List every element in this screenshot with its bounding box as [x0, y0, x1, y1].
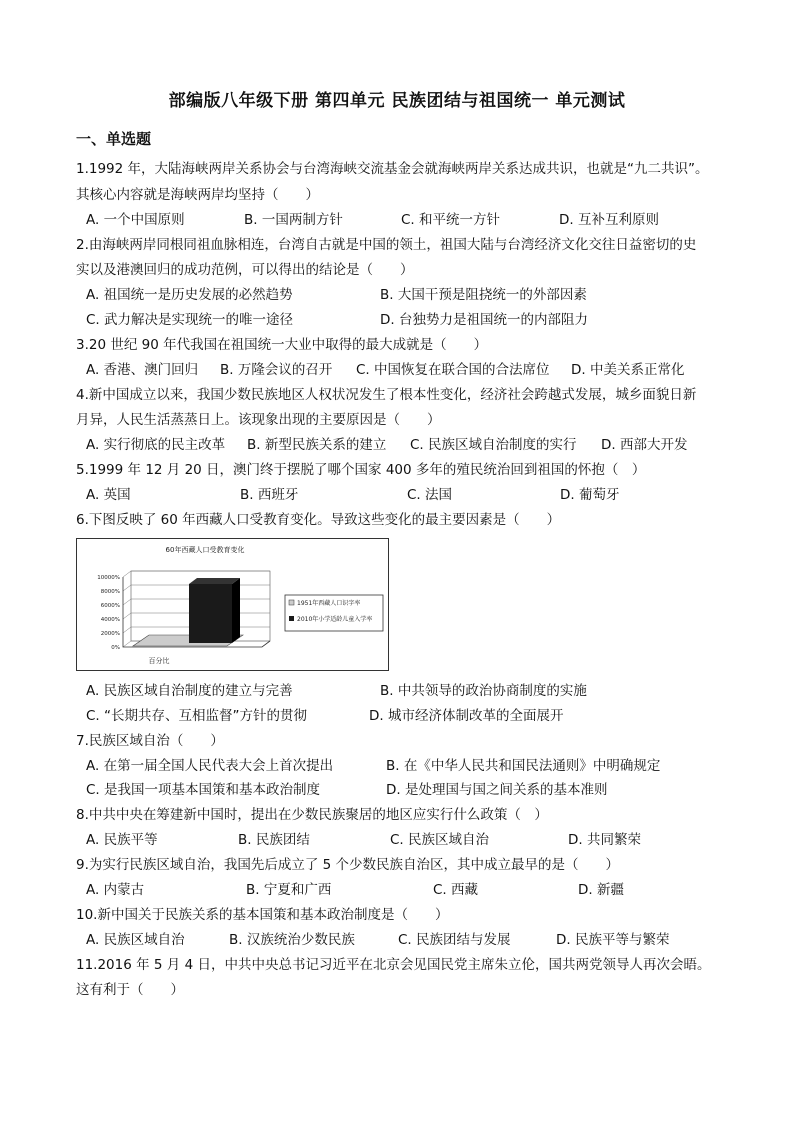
q1-option-c: C. 和平统一方针	[401, 212, 501, 228]
q4-option-c: C. 民族区域自治制度的实行	[410, 437, 577, 453]
q4-option-a: A. 实行彻底的民主改革	[86, 437, 226, 453]
q9-option-c: C. 西藏	[433, 882, 479, 898]
q5-option-a: A. 英国	[86, 487, 131, 503]
question-7-line-1: 7.民族区域自治（ ）	[76, 733, 224, 749]
bar-2010-enrollment-top	[189, 578, 240, 584]
chart-legend	[285, 595, 383, 631]
chart-y-tick-label: 6000%	[100, 603, 120, 609]
question-4-line-2: 月异，人民生活蒸蒸日上。该现象出现的主要原因是（ ）	[76, 412, 441, 428]
q8-option-b: B. 民族团结	[238, 832, 310, 848]
question-11-line-1: 11.2016 年 5 月 4 日，中共中央总书记习近平在北京会见国民党主席朱立伦，国共两党领导人再次会晤。	[76, 957, 711, 973]
chart-y-tick-label: 10000%	[97, 575, 120, 581]
q6-option-a: A. 民族区域自治制度的建立与完善	[86, 683, 293, 699]
document-title: 部编版八年级下册 第四单元 民族团结与祖国统一 单元测试	[168, 91, 626, 111]
chart-y-tick-label: 4000%	[100, 617, 120, 623]
chart-category-label: 百分比	[148, 657, 170, 665]
education-chart-svg	[77, 539, 388, 670]
q6-option-d: D. 城市经济体制改革的全面展开	[369, 708, 564, 724]
question-2-line-1: 2.由海峡两岸同根同祖血脉相连，台湾自古就是中国的领土，祖国大陆与台湾经济文化交往日益密切的史	[76, 237, 697, 253]
q2-option-c: C. 武力解决是实现统一的唯一途径	[86, 312, 294, 328]
q3-option-c: C. 中国恢复在联合国的合法席位	[356, 362, 550, 378]
question-11-line-2: 这有利于（ ）	[76, 982, 184, 998]
legend-swatch-2010	[289, 616, 294, 621]
q1-option-d: D. 互补互利原则	[559, 212, 659, 228]
question-2-line-2: 实以及港澳回归的成功范例，可以得出的结论是（ ）	[76, 262, 414, 278]
question-1-line-2: 其核心内容就是海峡两岸均坚持（ ）	[76, 187, 319, 203]
q9-option-a: A. 内蒙古	[86, 882, 145, 898]
q10-option-d: D. 民族平等与繁荣	[556, 932, 670, 948]
q7-option-c: C. 是我国一项基本国策和基本政治制度	[86, 782, 321, 798]
question-1-line-1: 1.1992 年，大陆海峡两岸关系协会与台湾海峡交流基金会就海峡两岸关系达成共识，也就是“九二共识”。	[76, 161, 709, 177]
q4-option-d: D. 西部大开发	[601, 437, 688, 453]
question-6-line-1: 6.下图反映了 60 年西藏人口受教育变化。导致这些变化的最主要因素是（ ）	[76, 512, 561, 528]
q7-option-a: A. 在第一届全国人民代表大会上首次提出	[86, 758, 334, 774]
q2-option-a: A. 祖国统一是历史发展的必然趋势	[86, 287, 293, 303]
legend-label-1951: 1951年西藏人口识字率	[297, 600, 361, 607]
chart-y-tick-label: 2000%	[100, 631, 120, 637]
q2-option-b: B. 大国干预是阻挠统一的外部因素	[380, 287, 587, 303]
q10-option-c: C. 民族团结与发展	[398, 932, 511, 948]
question-9-line-1: 9.为实行民族区域自治，我国先后成立了 5 个少数民族自治区，其中成立最早的是（ ）	[76, 857, 620, 873]
bar-2010-enrollment	[189, 584, 232, 643]
q3-option-d: D. 中美关系正常化	[571, 362, 685, 378]
question-10-line-1: 10.新中国关于民族关系的基本国策和基本政治制度是（ ）	[76, 907, 449, 923]
q10-option-b: B. 汉族统治少数民族	[229, 932, 355, 948]
q8-option-c: C. 民族区域自治	[390, 832, 490, 848]
q5-option-c: C. 法国	[407, 487, 453, 503]
chart-y-tick-label: 8000%	[100, 589, 120, 595]
q5-option-d: D. 葡萄牙	[560, 487, 620, 503]
q4-option-b: B. 新型民族关系的建立	[247, 437, 387, 453]
bar-2010-enrollment-side	[232, 578, 240, 643]
q3-option-a: A. 香港、澳门回归	[86, 362, 199, 378]
question-5-line-1: 5.1999 年 12 月 20 日，澳门终于摆脱了哪个国家 400 多年的殖民统治回到祖国的怀抱（ ）	[76, 462, 646, 478]
q1-option-b: B. 一国两制方针	[244, 212, 343, 228]
education-chart	[76, 538, 389, 671]
section-heading: 一、单选题	[76, 130, 152, 148]
q9-option-d: D. 新疆	[578, 882, 624, 898]
question-4-line-1: 4.新中国成立以来，我国少数民族地区人权状况发生了根本性变化，经济社会跨越式发展，城乡面貌日新	[76, 387, 697, 403]
q8-option-d: D. 共同繁荣	[568, 832, 641, 848]
question-8-line-1: 8.中共中央在筹建新中国时，提出在少数民族聚居的地区应实行什么政策（ ）	[76, 807, 548, 823]
q10-option-a: A. 民族区域自治	[86, 932, 185, 948]
q2-option-d: D. 台独势力是祖国统一的内部阻力	[380, 312, 588, 328]
q3-option-b: B. 万隆会议的召开	[220, 362, 333, 378]
q8-option-a: A. 民族平等	[86, 832, 158, 848]
question-3-line-1: 3.20 世纪 90 年代我国在祖国统一大业中取得的最大成就是（ ）	[76, 337, 488, 353]
q1-option-a: A. 一个中国原则	[86, 212, 185, 228]
q6-option-c: C. “长期共存、互相监督”方针的贯彻	[86, 708, 307, 724]
q7-option-d: D. 是处理国与国之间关系的基本准则	[386, 782, 608, 798]
legend-swatch-1951	[289, 600, 294, 605]
chart-y-tick-label: 0%	[111, 645, 120, 651]
q7-option-b: B. 在《中华人民共和国民法通则》中明确规定	[386, 758, 661, 774]
q5-option-b: B. 西班牙	[240, 487, 299, 503]
q6-option-b: B. 中共领导的政治协商制度的实施	[380, 683, 587, 699]
chart-y-ticks	[97, 575, 120, 651]
chart-title: 60年西藏人口受教育变化	[165, 546, 245, 554]
legend-label-2010: 2010年小学适龄儿童入学率	[297, 616, 373, 623]
q9-option-b: B. 宁夏和广西	[246, 882, 332, 898]
